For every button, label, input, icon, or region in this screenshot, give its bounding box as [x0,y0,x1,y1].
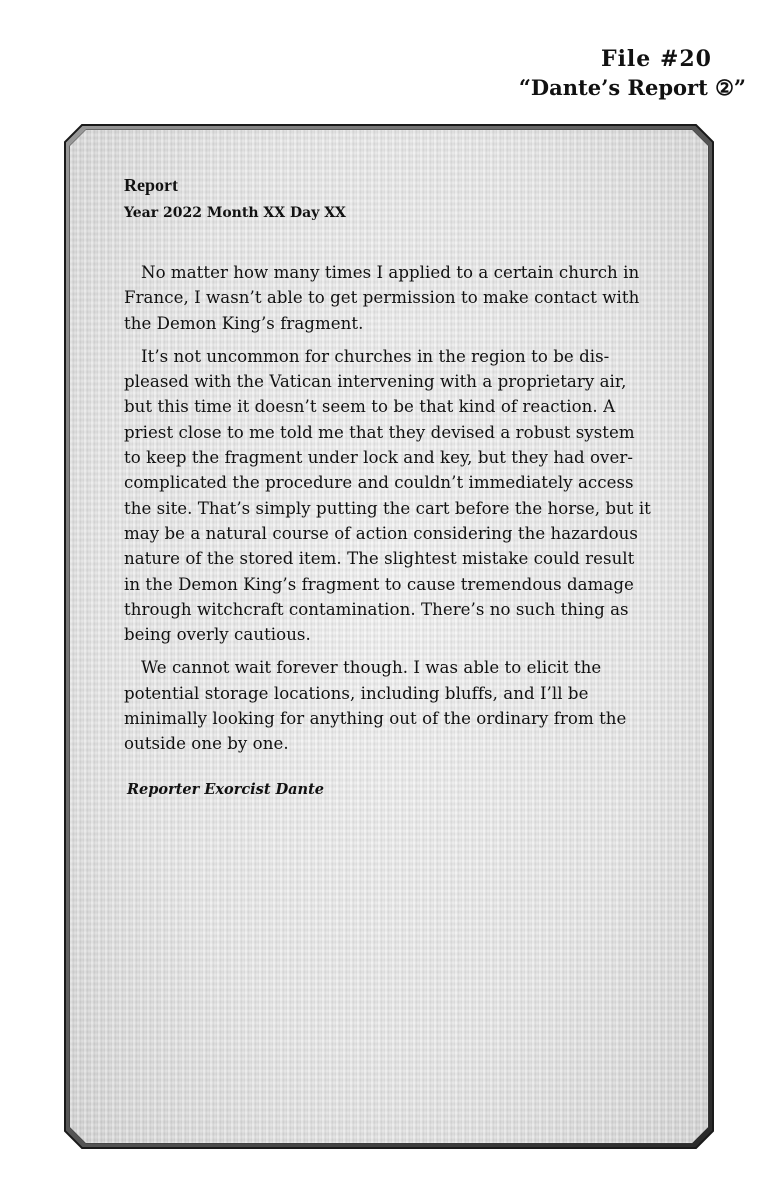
file-number: File #20 [600,46,712,72]
text-line: but this time it doesn’t seem to be that kind of reaction. A [124,397,616,417]
text-line: complicated the procedure and couldn’t immediately access [124,473,634,493]
text-line: potential storage locations, including bluffs, and I’ll be [124,683,589,703]
report-paragraph-2 [124,344,669,648]
report-paragraph-1 [124,260,669,336]
text-line: may be a natural course of action considering the hazardous [124,523,638,543]
report-content [124,174,669,801]
text-line: to keep the fragment under lock and key, but they had over- [124,448,633,468]
file-heading [518,44,746,102]
text-line: France, I wasn’t able to get permission to make contact with [124,288,640,308]
report-body [124,260,669,757]
text-line: the Demon King’s fragment. [124,313,364,333]
text-line: priest close to me told me that they devised a robust system [124,422,635,442]
text-line: We cannot wait forever though. I was able to elicit the [141,658,602,678]
text-line: minimally looking for anything out of the ordinary from the [124,709,627,729]
text-line: through witchcraft contamination. There’s no such thing as [124,599,629,619]
text-line: It’s not uncommon for churches in the region to be dis- [141,346,610,366]
report-date: Year 2022 Month XX Day XX [124,205,346,221]
file-subtitle: “Dante’s Report ②” [518,75,746,100]
text-line: being overly cautious. [124,625,311,645]
text-line: No matter how many times I applied to a certain church in [141,263,640,282]
text-line: in the Demon King’s fragment to cause tremendous damage [124,574,634,594]
report-signature: Reporter Exorcist Dante [127,780,325,798]
report-paragraph-3 [124,655,669,756]
text-line: outside one by one. [124,734,289,754]
report-label: Report [124,175,178,195]
text-line: nature of the stored item. The slightest mistake could result [124,549,635,569]
text-line: pleased with the Vatican intervening with a proprietary air, [124,372,627,392]
text-line: the site. That’s simply putting the cart before the horse, but it [124,498,651,518]
report-panel [64,124,714,1149]
